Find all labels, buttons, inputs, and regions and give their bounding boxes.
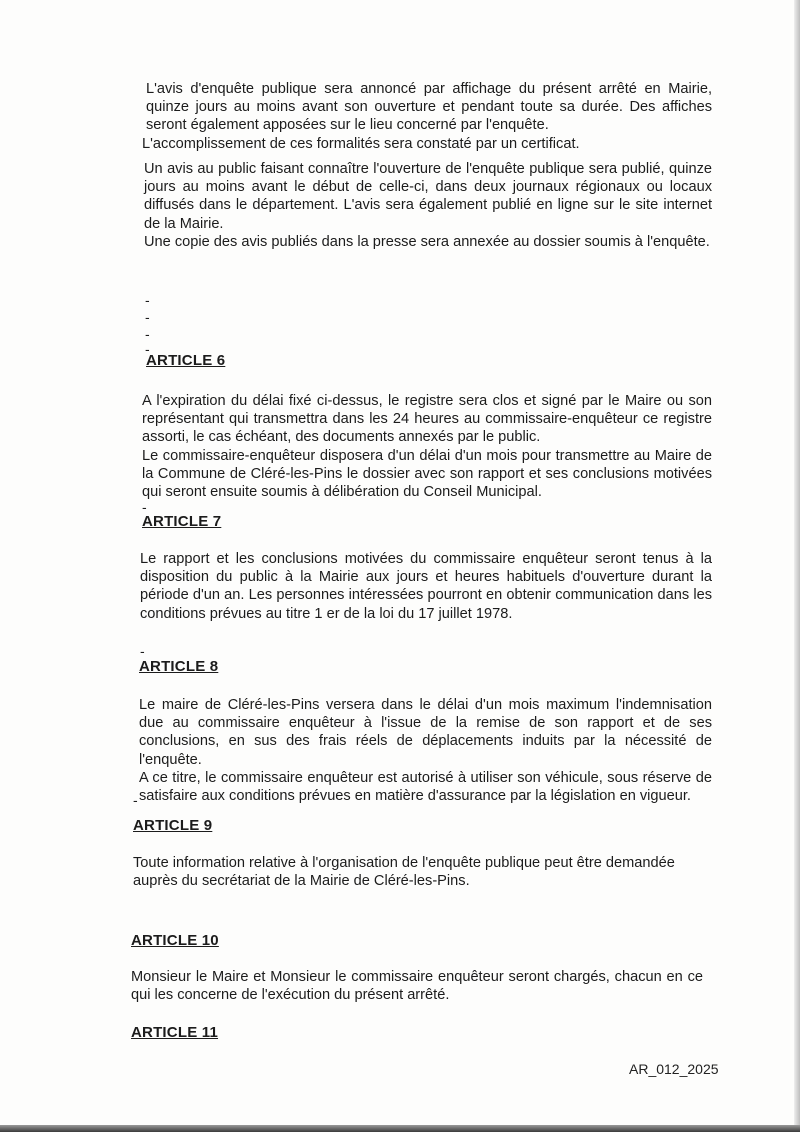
intro-sentence-display: L'avis d'enquête publique sera annoncé par affichage du présent arrêté en Mairie, quinze jours au moins avant son ouverture et pendant toute sa durée. Des affiches seront également apposées sur le lieu concerné par l'enquête.	[146, 81, 712, 134]
article-6-heading: ARTICLE 6	[146, 352, 226, 369]
article-11-heading: ARTICLE 11	[131, 1024, 219, 1041]
article-8-heading: ARTICLE 8	[139, 658, 219, 675]
dash-marker: -	[145, 292, 150, 308]
article-10-heading: ARTICLE 10	[131, 932, 219, 949]
dash-marker: -	[140, 643, 145, 659]
article-9-body	[133, 854, 693, 890]
dash-marker: -	[145, 341, 150, 357]
scan-bottom-edge	[0, 1125, 800, 1132]
article-6-paragraph: A l'expiration du délai fixé ci-dessus, le registre sera clos et signé par le Maire ou son représentant qui transmettra dans les 24 heures au commissaire-enquêteur ce registre assorti, le cas échéant, des documents annexés par le public.	[142, 393, 712, 446]
article-10-paragraph: Monsieur le Maire et Monsieur le commissaire enquêteur seront chargés, chacun en ce qui les concerne de l'exécution du présent arrêté.	[131, 969, 703, 1004]
dash-marker: -	[145, 309, 150, 325]
article-8-paragraph: Le maire de Cléré-les-Pins versera dans le délai d'un mois maximum l'indemnisation due au commissaire enquêteur à l'issue de la remise de son rapport et de ses conclusions, en sus des frais réels de déplacements induits par la nécessité de l'enquête.	[139, 697, 712, 768]
intro-paragraph-1	[142, 80, 712, 153]
article-6-paragraph: Le commissaire-enquêteur disposera d'un délai d'un mois pour transmettre au Maire de la Commune de Cléré-les-Pins le dossier avec son rapport et ses conclusions motivées qui seront ensuite soumis à délibération du Conseil Municipal.	[142, 447, 712, 501]
article-8-body	[139, 696, 712, 805]
article-10-body	[131, 968, 703, 1004]
intro-paragraph-2	[144, 160, 712, 251]
intro-sentence-certificate: L'accomplissement de ces formalités sera constaté par un certificat.	[142, 135, 580, 152]
article-7-paragraph: Le rapport et les conclusions motivées du commissaire enquêteur seront tenus à la disposition du public à la Mairie aux jours et heures habituels d'ouverture durant la période d'un an. Les personnes intéressées pourront en obtenir communication dans les conditions prévues au titre 1 er de la loi du 17 juillet 1978.	[140, 551, 712, 622]
intro-sentence-annex: Une copie des avis publiés dans la presse sera annexée au dossier soumis à l'enquête.	[144, 233, 710, 250]
dash-marker: -	[145, 326, 150, 342]
article-8-paragraph: A ce titre, le commissaire enquêteur est autorisé à utiliser son véhicule, sous réserve de satisfaire aux conditions prévues en matière d'assurance par la législation en vigueur.	[139, 769, 712, 805]
article-6-body	[142, 392, 712, 501]
article-7-heading: ARTICLE 7	[142, 513, 222, 530]
intro-sentence-press: Un avis au public faisant connaître l'ouverture de l'enquête publique sera publié, quinze jours au moins avant le début de celle-ci, dans deux journaux régionaux ou locaux diffusés dans le département. L'avis sera également publié en ligne sur le site internet de la Mairie.	[144, 161, 712, 232]
dash-marker: -	[133, 792, 138, 808]
article-7-body	[140, 550, 712, 623]
scan-right-edge	[794, 0, 800, 1132]
document-reference: AR_012_2025	[629, 1061, 719, 1077]
article-9-heading: ARTICLE 9	[133, 817, 213, 834]
dash-marker: -	[142, 499, 147, 515]
article-9-paragraph: Toute information relative à l'organisation de l'enquête publique peut être demandée auprès du secrétariat de la Mairie de Cléré-les-Pins.	[133, 855, 675, 890]
